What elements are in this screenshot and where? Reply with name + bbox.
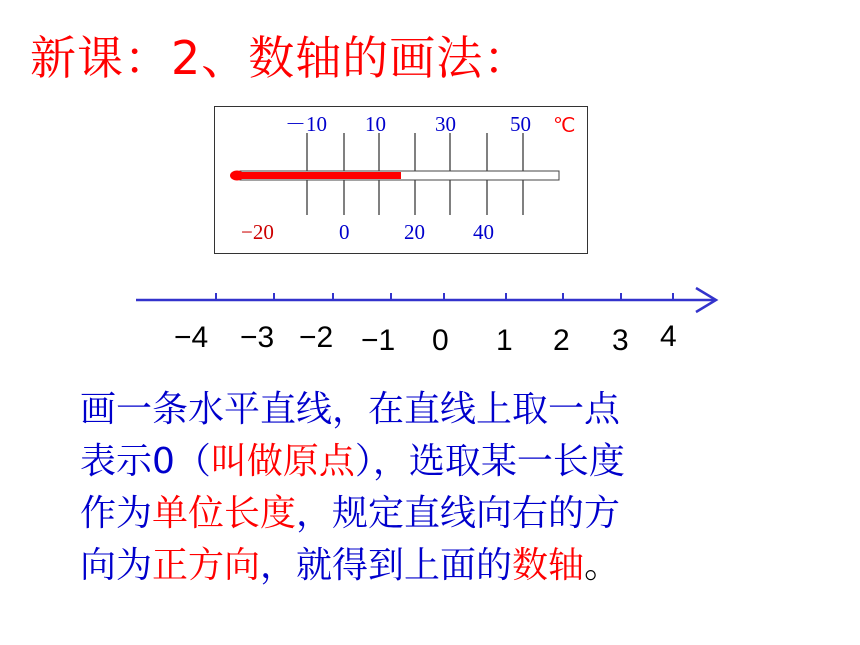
highlight-number-line: 数轴 bbox=[512, 545, 585, 586]
highlight-unit-length: 单位长度 bbox=[152, 493, 297, 534]
thermo-mercury bbox=[241, 172, 401, 179]
axis-label: 4 bbox=[660, 320, 677, 353]
slide-title: 新课：2、数轴的画法： bbox=[30, 31, 531, 85]
text-segment: 画一条水平直线，在直线上取一点 bbox=[80, 389, 621, 430]
thermo-top-label: －10 bbox=[285, 112, 327, 136]
text-segment: ，规定直线向右的方 bbox=[296, 493, 621, 534]
thermometer-figure bbox=[214, 106, 588, 254]
thermo-bottom-label: 0 bbox=[339, 220, 350, 244]
text-segment: 向为 bbox=[80, 545, 153, 586]
axis-label: 3 bbox=[612, 324, 629, 357]
number-line bbox=[0, 270, 860, 360]
paragraph-line bbox=[80, 384, 780, 436]
axis-label: −2 bbox=[299, 321, 334, 354]
thermo-bottom-label: −20 bbox=[241, 220, 274, 244]
axis-label: −3 bbox=[240, 321, 275, 354]
thermo-top-label: 50 bbox=[510, 112, 531, 136]
text-segment: 作为 bbox=[80, 493, 153, 534]
axis-label: −4 bbox=[174, 321, 209, 354]
axis-label: 1 bbox=[496, 324, 513, 357]
thermo-top-label: 10 bbox=[365, 112, 386, 136]
text-segment: ），选取某一长度 bbox=[354, 441, 625, 482]
thermo-bulb bbox=[230, 171, 244, 181]
paragraph-line bbox=[80, 540, 780, 592]
axis-label: 0 bbox=[432, 324, 449, 357]
axis-label: −1 bbox=[361, 324, 396, 357]
thermometer-svg bbox=[215, 107, 587, 253]
text-segment: 表示0（ bbox=[80, 441, 211, 482]
highlight-positive-direction: 正方向 bbox=[152, 545, 261, 586]
highlight-origin: 叫做原点 bbox=[210, 441, 355, 482]
text-segment: ，就得到上面的 bbox=[260, 545, 513, 586]
paragraph-line bbox=[80, 436, 780, 488]
thermo-top-label: 30 bbox=[435, 112, 456, 136]
axis-label: 2 bbox=[553, 324, 570, 357]
thermo-bottom-label: 40 bbox=[473, 220, 494, 244]
text-segment: 。 bbox=[584, 545, 621, 586]
paragraph-line bbox=[80, 488, 780, 540]
thermo-unit: ℃ bbox=[553, 115, 576, 137]
thermo-bottom-label: 20 bbox=[404, 220, 425, 244]
definition-paragraph bbox=[80, 384, 780, 592]
